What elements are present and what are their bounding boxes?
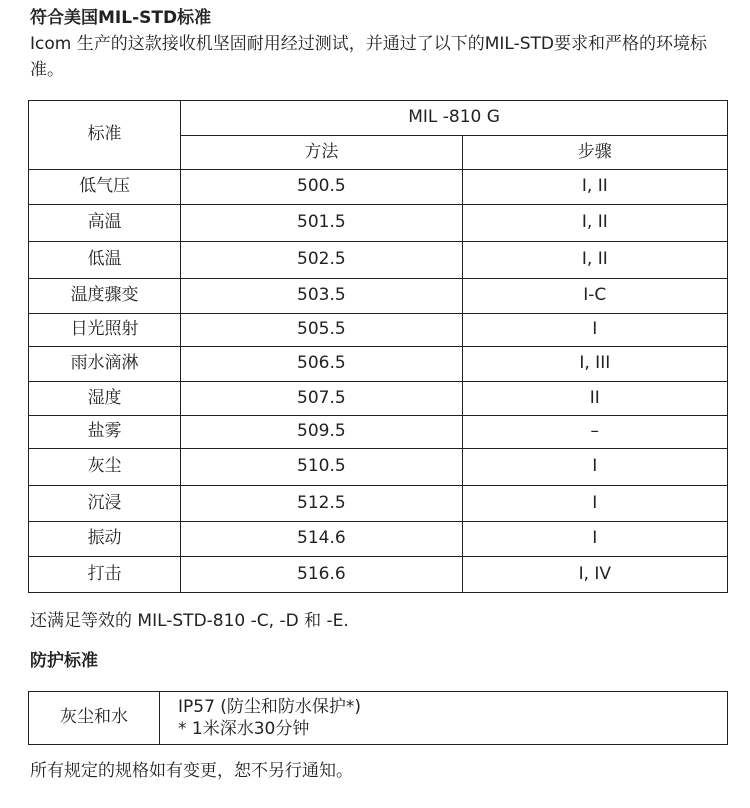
procedure-cell: I, III xyxy=(462,347,727,382)
procedure-cell: I, II xyxy=(462,170,727,205)
protection-line-2: * 1米深水30分钟 xyxy=(178,719,310,739)
procedure-cell: I, II xyxy=(462,205,727,242)
page-title: 符合美国MIL-STD标准 xyxy=(30,8,212,28)
procedure-cell: I xyxy=(462,522,727,557)
equivalence-note: 还满足等效的 MIL-STD-810 -C, -D 和 -E. xyxy=(30,611,349,631)
standard-cell: 振动 xyxy=(29,522,181,557)
standard-cell: 低气压 xyxy=(29,170,181,205)
protection-label: 灰尘和水 xyxy=(29,692,160,745)
table-row xyxy=(29,416,728,449)
protection-table xyxy=(28,691,728,745)
procedure-cell: I, II xyxy=(462,242,727,279)
standard-cell: 打击 xyxy=(29,557,181,593)
header-method: 方法 xyxy=(181,136,462,170)
procedure-cell: – xyxy=(462,416,727,449)
method-cell: 514.6 xyxy=(181,522,462,557)
standard-cell: 高温 xyxy=(29,205,181,242)
procedure-cell: I, IV xyxy=(462,557,727,593)
footer-note: 所有规定的规格如有变更，恕不另行通知。 xyxy=(30,761,353,781)
protection-value xyxy=(160,692,728,745)
method-cell: 502.5 xyxy=(181,242,462,279)
protection-line-1: IP57 (防尘和防水保护*) xyxy=(178,697,362,717)
std-table-body xyxy=(29,170,728,593)
header-standard: 标准 xyxy=(29,101,181,170)
header-mil: MIL -810 G xyxy=(181,101,728,136)
standard-cell: 雨水滴淋 xyxy=(29,347,181,382)
method-cell: 509.5 xyxy=(181,416,462,449)
standard-cell: 沉浸 xyxy=(29,486,181,522)
standard-cell: 温度骤变 xyxy=(29,279,181,314)
method-cell: 510.5 xyxy=(181,449,462,486)
procedure-cell: I-C xyxy=(462,279,727,314)
standard-cell: 盐雾 xyxy=(29,416,181,449)
table-row xyxy=(29,347,728,382)
method-cell: 512.5 xyxy=(181,486,462,522)
standard-cell: 湿度 xyxy=(29,382,181,416)
table-row xyxy=(29,205,728,242)
method-cell: 501.5 xyxy=(181,205,462,242)
table-row xyxy=(29,242,728,279)
header-procedure: 步骤 xyxy=(462,136,727,170)
table-row xyxy=(29,170,728,205)
standard-cell: 灰尘 xyxy=(29,449,181,486)
table-row xyxy=(29,486,728,522)
table-row xyxy=(29,449,728,486)
table-row xyxy=(29,557,728,593)
procedure-cell: II xyxy=(462,382,727,416)
protection-title: 防护标准 xyxy=(30,651,98,671)
table-row xyxy=(29,382,728,416)
method-cell: 503.5 xyxy=(181,279,462,314)
procedure-cell: I xyxy=(462,449,727,486)
procedure-cell: I xyxy=(462,486,727,522)
standard-cell: 低温 xyxy=(29,242,181,279)
table-row xyxy=(29,314,728,347)
standard-cell: 日光照射 xyxy=(29,314,181,347)
method-cell: 507.5 xyxy=(181,382,462,416)
mil-std-table xyxy=(28,100,728,593)
table-row xyxy=(29,279,728,314)
procedure-cell: I xyxy=(462,314,727,347)
intro-paragraph: Icom 生产的这款接收机坚固耐用经过测试，并通过了以下的MIL-STD要求和严格的环境标准。 xyxy=(30,34,707,80)
table-row xyxy=(29,522,728,557)
method-cell: 516.6 xyxy=(181,557,462,593)
method-cell: 500.5 xyxy=(181,170,462,205)
method-cell: 506.5 xyxy=(181,347,462,382)
method-cell: 505.5 xyxy=(181,314,462,347)
